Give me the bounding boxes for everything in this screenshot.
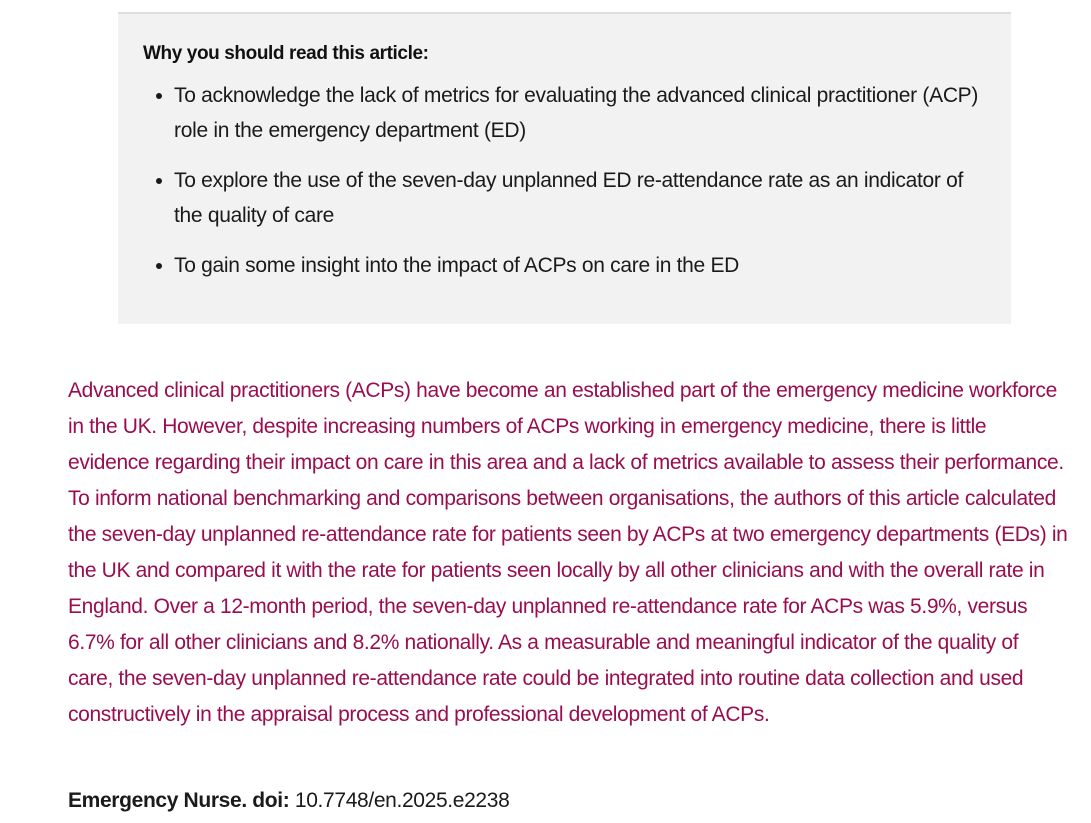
summary-item: To gain some insight into the impact of ACPs on care in the ED: [174, 248, 987, 283]
summary-item: To explore the use of the seven-day unplanned ED re-attendance rate as an indicator of the quality of care: [174, 163, 987, 233]
citation: [68, 784, 509, 818]
citation-label: Emergency Nurse. doi:: [68, 789, 290, 812]
summary-item: To acknowledge the lack of metrics for evaluating the advanced clinical practitioner (ACP) role in the emergency department (ED): [174, 78, 987, 148]
citation-doi[interactable]: 10.7748/en.2025.e2238: [294, 789, 510, 812]
summary-box: [118, 12, 1011, 324]
summary-heading: Why you should read this article:: [143, 43, 429, 64]
summary-list: [143, 78, 987, 283]
abstract-text: Advanced clinical practitioners (ACPs) have become an established part of the emergency medicine workforce in the UK. However, despite increasing numbers of ACPs working in emergency medicine, there is little evidence regarding their impact on care in this area and a lack of metrics available to assess their performance. To inform national benchmarking and comparisons between organisations, the authors of this article calculated the seven-day unplanned re-attendance rate for patients seen by ACPs at two emergency departments (EDs) in the UK and compared it with the rate for patients seen locally by all other clinicians and with the overall rate in England. Over a 12-month period, the seven-day unplanned re-attendance rate for ACPs was 5.9%, versus 6.7% for all other clinicians and 8.2% nationally. As a measurable and meaningful indicator of the quality of care, the seven-day unplanned re-attendance rate could be integrated into routine data collection and used constructively in the appraisal process and professional development of ACPs.: [68, 379, 1068, 726]
